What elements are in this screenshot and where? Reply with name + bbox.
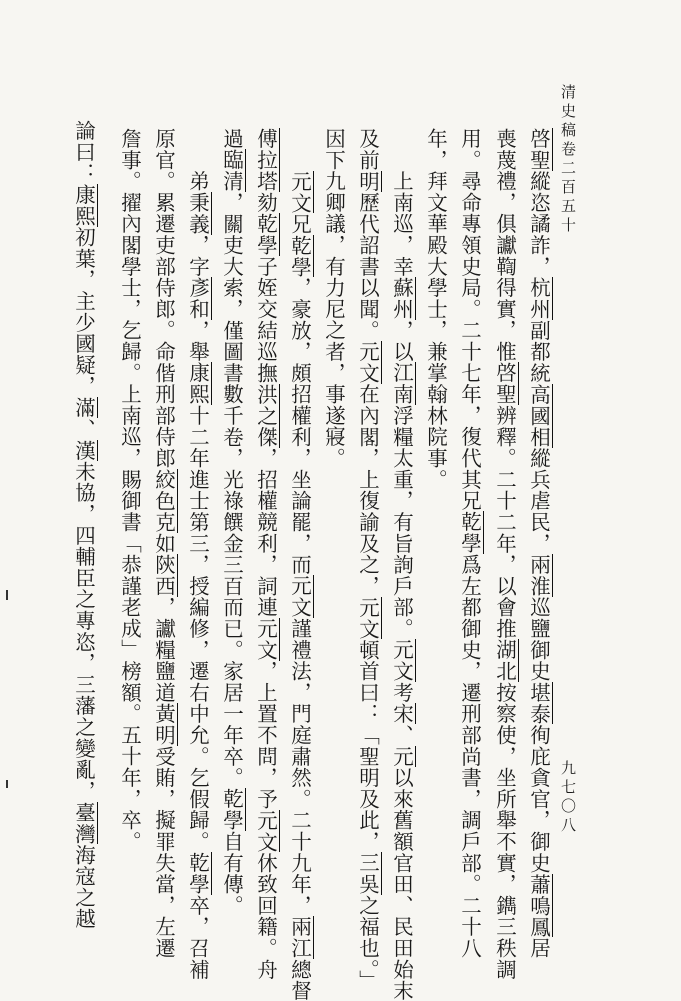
proper-noun: 秉義 [185, 191, 210, 235]
running-title: 清史稿卷二百五十 [559, 84, 577, 236]
text-run: 過 [219, 128, 244, 150]
text-run: 在內閣，上復諭及之， [355, 383, 380, 597]
text-run: 、 [71, 418, 96, 440]
text-column-6 [355, 128, 380, 992]
proper-noun: 兩江 [287, 916, 312, 959]
text-column-2 [492, 128, 517, 981]
text-run: 以來舊額官田、民田始末 [389, 767, 414, 1001]
text-run: 巡鹽御史 [526, 596, 551, 682]
proper-noun: 蕭鳴鳳 [526, 873, 551, 938]
proper-noun: 堪泰 [526, 681, 551, 725]
text-run: ，招權競利，詞連 [253, 447, 278, 618]
proper-noun: 明 [355, 170, 380, 192]
text-run: 總督 [287, 958, 312, 1001]
proper-noun: 乾學 [219, 788, 244, 831]
text-column-1 [526, 128, 551, 959]
text-run: 休致回籍。舟 [253, 852, 278, 981]
text-run [288, 128, 312, 171]
text-run: 子姪交結巡撫 [253, 255, 278, 384]
proper-noun: 乾學 [287, 234, 312, 278]
text-column-5 [389, 128, 414, 1001]
text-run: 副都統 [526, 319, 551, 384]
proper-noun: 啓聖 [526, 128, 551, 171]
page-edge-mark [6, 780, 8, 788]
proper-noun: 宋 [389, 703, 414, 725]
text-run: 年，拜文華殿大學士，兼掌翰林院事。 [423, 128, 448, 491]
proper-noun: 漢 [71, 439, 96, 461]
text-run: 爲左都御史，遷刑部尚書，調戶部。二十八 [457, 554, 482, 959]
text-run: 劾 [253, 191, 278, 214]
proper-noun: 康熙 [71, 183, 96, 227]
proper-noun: 元 [389, 745, 414, 768]
proper-noun: 湖北 [492, 639, 517, 682]
text-column-12 [151, 128, 176, 959]
text-run: 徇庇貪官，御史 [526, 724, 551, 874]
text-run: 辨釋。二十二年，以會推 [492, 404, 517, 640]
text-run: 論曰： [71, 120, 96, 184]
text-run: 上南巡，幸 [389, 128, 414, 278]
text-run: 受賄，擬罪失當，左遷 [151, 745, 176, 959]
text-run: ，以 [389, 319, 414, 363]
text-run: 未協，四輔臣之專恣，三藩之變亂， [71, 460, 96, 802]
proper-noun: 元文 [287, 170, 312, 214]
text-run: ，讞糧鹽道 [151, 596, 176, 704]
proper-noun: 洪之傑 [253, 383, 278, 448]
proper-noun: 兩淮 [526, 554, 551, 597]
proper-noun: 元文 [287, 575, 312, 618]
proper-noun: 元文 [253, 809, 278, 853]
text-column-11 [185, 128, 210, 981]
text-run: 、 [389, 724, 414, 746]
proper-noun: 彥和 [185, 277, 210, 320]
text-run: 用。尋命專領史局。二十七年，復代其兄 [457, 128, 482, 512]
text-run: 及前 [355, 128, 380, 171]
proper-noun: 乾學 [457, 511, 482, 555]
text-run: 卒，召補 [185, 894, 210, 981]
text-run: 浮糧太重，有旨詢戶部。 [389, 404, 414, 640]
text-column-4 [425, 128, 446, 928]
proper-noun: 臺灣 [71, 801, 96, 845]
text-run: 按察使，坐所舉不實，鐫三秩調 [492, 681, 517, 981]
proper-noun: 乾學 [185, 852, 210, 895]
text-run: 謹禮法，門庭肅然。二十九年， [287, 617, 312, 917]
text-run: ，豪放，頗招權利，坐論罷，而 [287, 277, 312, 576]
text-run: 兄 [287, 213, 312, 235]
text-column-9 [253, 128, 278, 981]
text-run: 喪蔑禮，俱讞鞫得實，惟 [492, 128, 517, 363]
proper-noun: 三吳 [355, 852, 380, 895]
text-run: 歷代詔書以聞。 [355, 191, 380, 342]
proper-noun: 杭州 [526, 277, 551, 320]
text-run: ，字 [185, 234, 210, 278]
text-run: 居 [526, 937, 551, 959]
text-run: ，舉 [185, 319, 210, 363]
text-run: 海寇之越 [71, 844, 96, 930]
text-column-14 [71, 120, 96, 930]
proper-noun: 元文 [355, 596, 380, 640]
text-run: 十二年進士第三，授編修，遷右中允。乞假歸。 [185, 404, 210, 853]
proper-noun: 傅拉塔 [253, 128, 278, 192]
text-run: 如 [151, 532, 176, 555]
text-column-13 [119, 128, 140, 928]
text-column-8 [287, 128, 312, 1001]
text-run: ，關吏大索，僅圖書數千卷，光祿饌金三百而已。家居一年卒。 [219, 191, 244, 789]
text-run: 考 [389, 681, 414, 704]
text-run: ，上置不問，予 [253, 660, 278, 810]
proper-noun: 黃明 [151, 703, 176, 746]
proper-noun: 乾學 [253, 213, 278, 256]
proper-noun: 江南 [389, 362, 414, 405]
text-run: 之福也。」 [355, 894, 380, 992]
proper-noun: 啓聖 [492, 362, 517, 405]
text-run: 縱兵虐民， [526, 447, 551, 555]
proper-noun: 元文 [389, 639, 414, 682]
proper-noun: 元文 [355, 341, 380, 384]
text-column-3 [457, 128, 482, 959]
text-run: 詹事。擢內閣學士，乞歸。上南巡，賜御書「恭謹老成」榜額。五十年，卒。 [117, 128, 142, 853]
text-run: 弟 [185, 128, 210, 192]
proper-noun: 滿 [71, 396, 96, 419]
text-run: 初葉，主少國疑， [71, 226, 96, 397]
text-run: 自有傳。 [219, 830, 244, 917]
text-run: 原官。累遷吏部侍郎。命偕刑部侍郎 [151, 128, 176, 469]
proper-noun: 臨清 [219, 149, 244, 192]
text-run: 縱恣譎詐， [526, 170, 551, 278]
text-column-7 [323, 128, 344, 928]
page-edge-mark [6, 590, 8, 600]
text-column-10 [221, 128, 242, 928]
proper-noun: 高國相 [526, 383, 551, 448]
proper-noun: 絞色克 [151, 468, 176, 533]
proper-noun: 元文 [253, 617, 278, 661]
proper-noun: 蘇州 [389, 277, 414, 320]
proper-noun: 康熙 [185, 362, 210, 405]
text-run: 因下九卿議，有力尼之者，事遂寢。 [321, 128, 346, 469]
page-number: 九七〇八 [559, 760, 577, 836]
text-run: 頓首曰：「聖明及此， [355, 639, 380, 853]
proper-noun: 陝西 [151, 554, 176, 597]
